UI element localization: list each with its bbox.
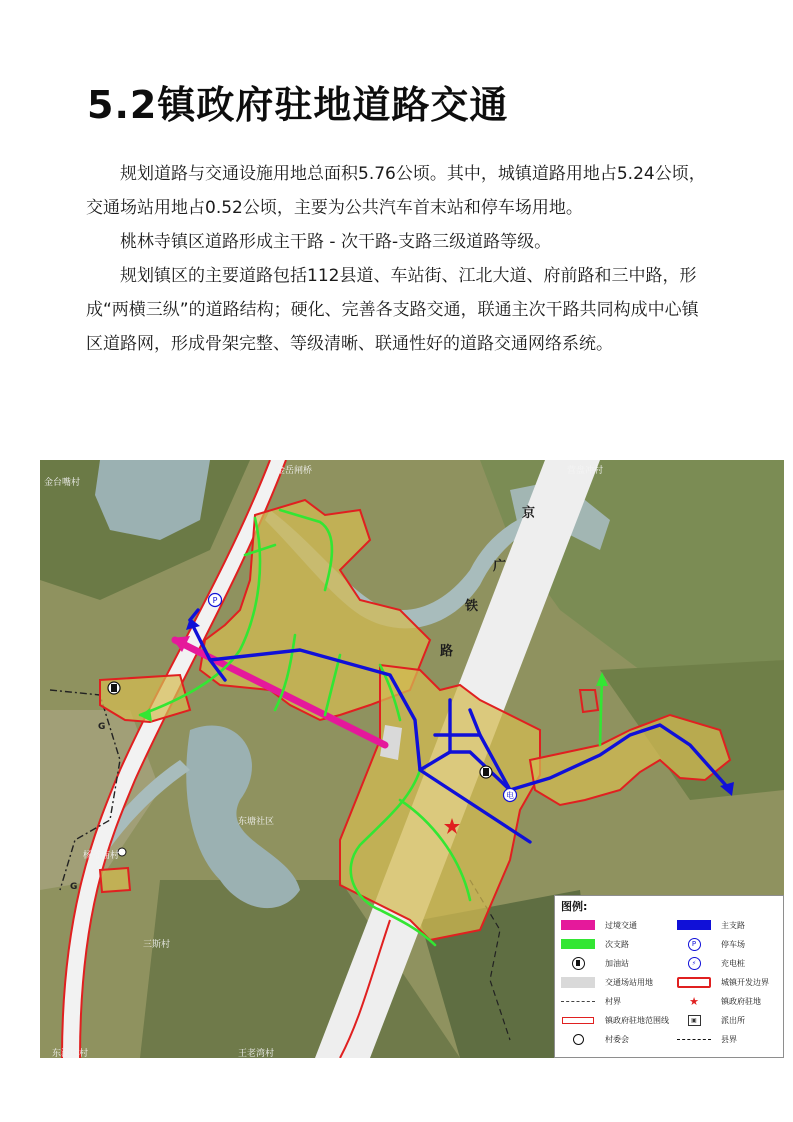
legend-item-village-boundary xyxy=(561,994,621,1008)
rail-label-char-2: 广 xyxy=(493,559,507,574)
road-marker-g-right: G xyxy=(70,882,78,892)
place-label-bottom-mid: 王老湾村 xyxy=(238,1049,275,1058)
place-label-top-right: 营盘冲村 xyxy=(567,466,604,476)
place-label-yangye: 杨爷庙村 xyxy=(83,851,120,861)
rail-label-char-3: 铁 xyxy=(465,599,479,614)
fuel-station-icon-2 xyxy=(480,766,492,778)
page-title: 5.2镇政府驻地道路交通 xyxy=(87,83,509,127)
svg-text:P: P xyxy=(212,596,218,605)
legend-item-parking xyxy=(677,937,745,951)
village-committee-icon xyxy=(118,848,126,856)
red-boundary-icon xyxy=(677,976,711,988)
legend-label-secondary-road: 次支路 xyxy=(605,939,629,949)
legend-title: 图例: xyxy=(561,900,588,913)
legend-label-dev-boundary: 城镇开发边界 xyxy=(721,977,769,987)
legend-item-station-land xyxy=(561,975,653,989)
place-label-top-mid: 金岳闸桥 xyxy=(276,466,313,476)
legend-label-main-road: 主支路 xyxy=(721,920,745,930)
legend-item-transit xyxy=(561,918,637,932)
red-star-icon: ★ xyxy=(689,994,699,1008)
charging-icon xyxy=(504,789,517,802)
legend-item-fuel xyxy=(561,956,629,970)
legend-item-secondary-road xyxy=(561,937,629,951)
legend-label-government: 镇政府驻地 xyxy=(721,996,761,1006)
legend-item-police xyxy=(677,1013,745,1027)
parking-icon xyxy=(209,594,222,607)
paragraph-road-hierarchy: 桃林寺镇区道路形成主干路 - 次干路-支路三级道路等级。 xyxy=(120,232,552,252)
place-label-top-left: 金台嘴村 xyxy=(44,478,81,488)
paragraph-area-summary: 规划道路与交通设施用地总面积5.76公顷。其中，城镇道路用地占5.24公顷，交通场站用地占0.52公顷，主要为公共汽车首末站和停车场用地。 xyxy=(86,164,706,218)
blue-line-icon xyxy=(677,919,711,931)
circle-icon xyxy=(561,1033,595,1045)
legend-item-village-committee xyxy=(561,1032,629,1046)
legend-item-main-road xyxy=(677,918,745,932)
legend-label-station-land: 交通场站用地 xyxy=(605,977,653,987)
legend-label-transit: 过境交通 xyxy=(605,920,637,930)
legend-item-dev-boundary xyxy=(677,975,769,989)
legend-label-village-boundary: 村界 xyxy=(605,996,621,1006)
paragraph-road-structure: 规划镇区的主要道路包括112县道、车站街、江北大道、府前路和三中路，形成“两横三纵”的道路结构；硬化、完善各支路交通，联通主次干路共同构成中心镇区道路网，形成骨架完整、等级清晰、联通性好的道路交通网络系统。 xyxy=(86,266,699,354)
police-icon: ▣ xyxy=(677,1014,711,1026)
legend-label-police: 派出所 xyxy=(721,1015,745,1025)
fuel-station-icon xyxy=(108,682,120,694)
rail-label-char-1: 京 xyxy=(522,506,536,521)
legend-item-government xyxy=(677,994,761,1008)
charging-icon: ⚡ xyxy=(677,957,711,969)
place-label-dongtang: 东塘社区 xyxy=(238,817,275,827)
legend-label-village-committee: 村委会 xyxy=(605,1034,629,1044)
legend-label-county-boundary: 县界 xyxy=(721,1034,737,1044)
grey-area-icon xyxy=(561,976,595,988)
red-double-line-icon xyxy=(561,1014,595,1026)
road-plan-map xyxy=(40,460,784,1058)
legend-item-county-boundary xyxy=(677,1032,737,1046)
fuel-station-icon xyxy=(561,957,595,969)
parking-icon: P xyxy=(677,938,711,950)
legend-label-charging: 充电桩 xyxy=(721,958,745,968)
svg-text:电: 电 xyxy=(506,791,514,800)
legend-label-parking: 停车场 xyxy=(721,939,745,949)
green-line-icon xyxy=(561,938,595,950)
legend-item-government-range xyxy=(561,1013,669,1027)
legend-label-fuel: 加油站 xyxy=(605,958,629,968)
dashed-line-icon xyxy=(561,995,595,1007)
legend-item-charging xyxy=(677,956,745,970)
place-label-sansi: 三斯村 xyxy=(143,940,171,950)
zone-village xyxy=(100,868,130,892)
magenta-line-icon xyxy=(561,919,595,931)
rail-label-char-4: 路 xyxy=(440,644,454,659)
legend-label-government-range: 镇政府驻地范围线 xyxy=(605,1015,669,1025)
map-legend xyxy=(554,895,784,1058)
place-label-bottom-left: 东湖居村 xyxy=(52,1049,89,1058)
dash-dot-line-icon xyxy=(677,1033,711,1045)
road-marker-g-left: G xyxy=(98,722,106,732)
